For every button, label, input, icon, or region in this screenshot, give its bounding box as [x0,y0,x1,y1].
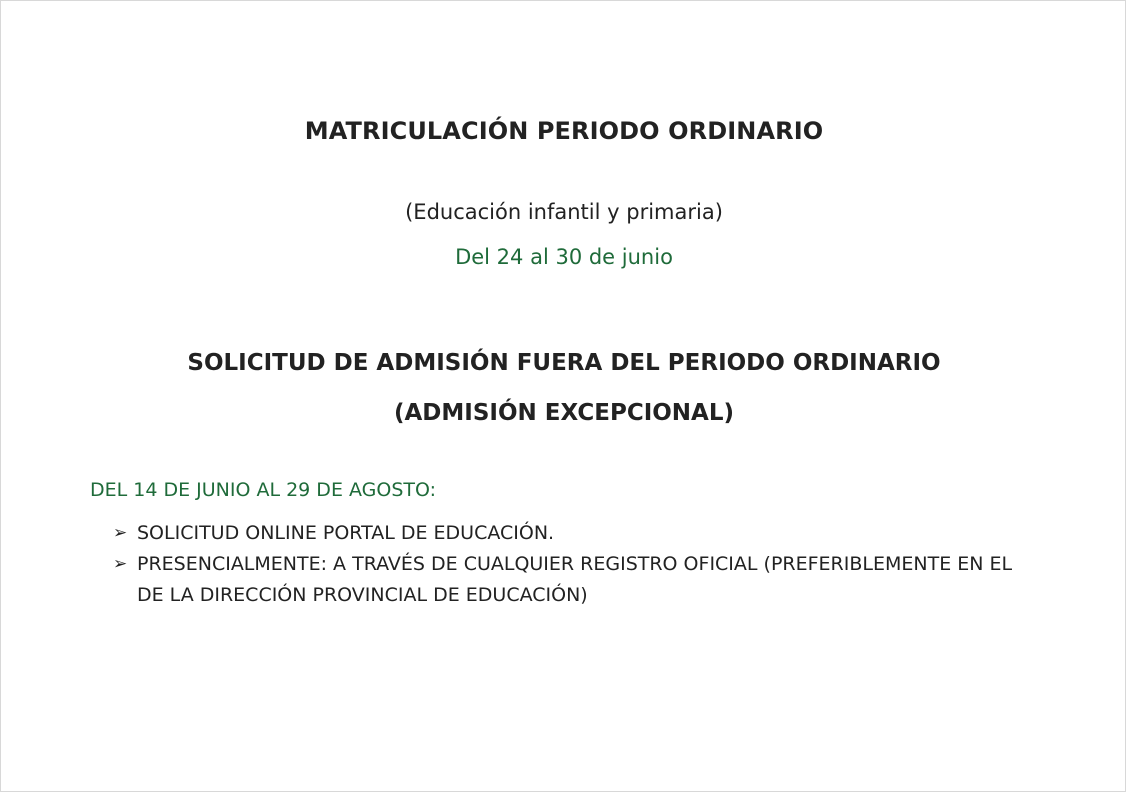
main-title: MATRICULACIÓN PERIODO ORDINARIO [304,117,824,145]
education-level-subtitle: (Educación infantil y primaria) [405,200,723,224]
exceptional-period-dates: DEL 14 DE JUNIO AL 29 DE AGOSTO: [90,479,437,501]
arrow-bullet-icon: ➢ [113,554,128,574]
admission-request-title: SOLICITUD DE ADMISIÓN FUERA DEL PERIODO ORDINARIO [187,350,941,376]
exceptional-admission-title: (ADMISIÓN EXCEPCIONAL) [393,400,735,426]
submission-methods-list [113,518,1033,611]
arrow-bullet-icon: ➢ [113,523,128,543]
list-item [113,549,1033,611]
bullet-text-in-person: PRESENCIALMENTE: A TRAVÉS DE CUALQUIER REGISTRO OFICIAL (PREFERIBLEMENTE EN EL DE LA DIRECCIÓN PROVINCIAL DE EDUCACIÓN) [137,553,1013,606]
bullet-text-online: SOLICITUD ONLINE PORTAL DE EDUCACIÓN. [137,522,555,544]
list-item [113,518,1033,549]
ordinary-period-dates: Del 24 al 30 de junio [455,245,673,269]
